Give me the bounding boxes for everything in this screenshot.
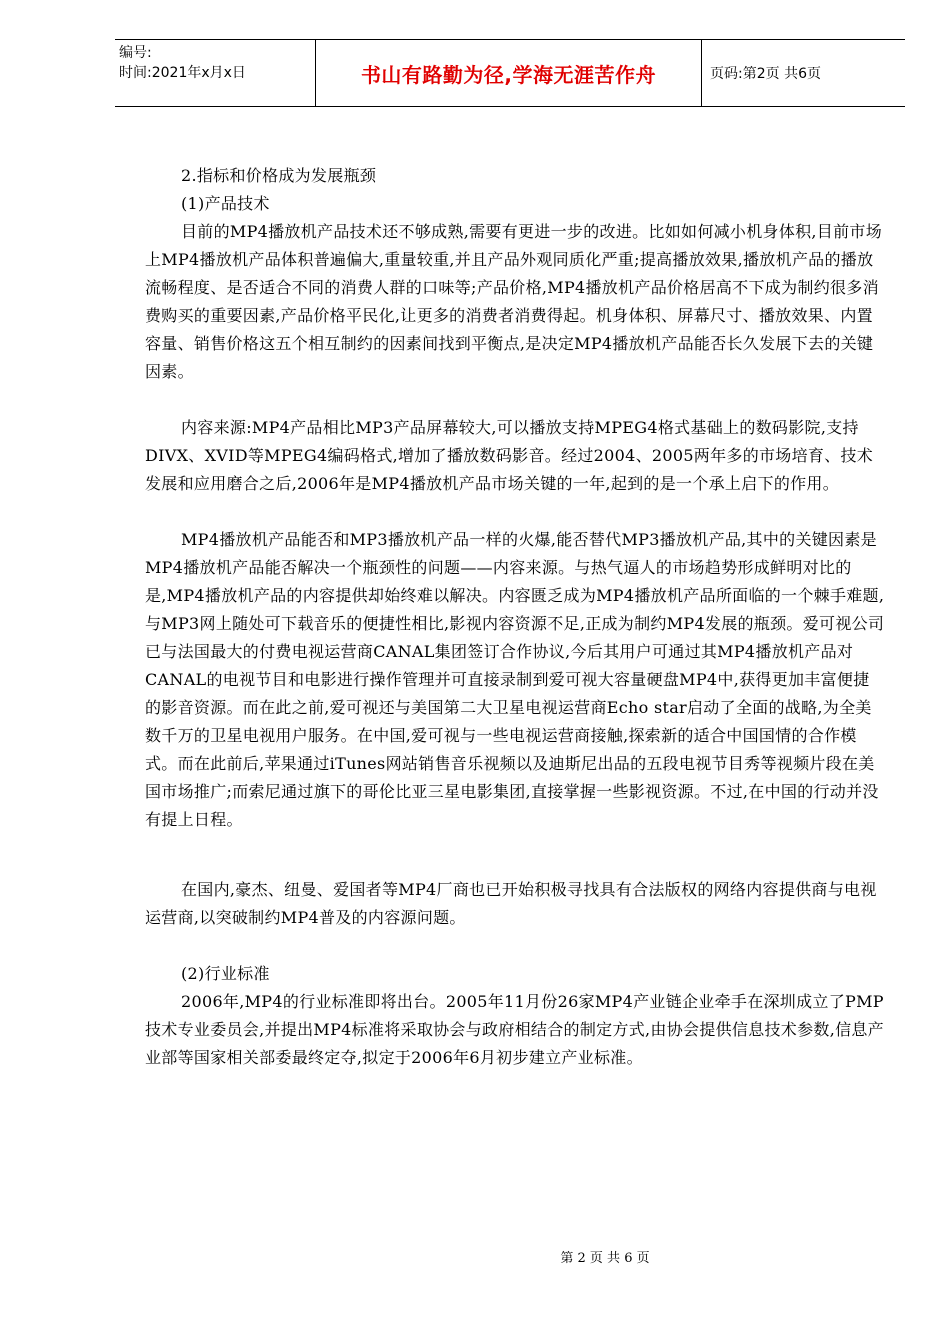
- subsection-heading-product-tech: (1)产品技术: [181, 194, 270, 213]
- paragraph-content-source: 内容来源:MP4产品相比MP3产品屏幕较大,可以播放支持MPEG4格式基础上的数码影院,支持DIVX、XVID等MPEG4编码格式,增加了播放数码影音。经过2004、2005两年多的市场培育、技术发展和应用磨合之后,2006年是MP4播放机产品市场关键的一年,起到的是一个承上启下的作用。: [145, 418, 874, 493]
- paragraph-bottleneck: MP4播放机产品能否和MP3播放机产品一样的火爆,能否替代MP3播放机产品,其中的关键因素是MP4播放机产品能否解决一个瓶颈性的问题——内容来源。与热气逼人的市场趋势形成鲜明对比的是,MP4播放机产品的内容提供却始终难以解决。内容匮乏成为MP4播放机产品所面临的一个棘手难题,与MP3网上随处可下载音乐的便捷性相比,影视内容资源不足,正成为制约MP4发展的瓶颈。爱可视公司已与法国最大的付费电视运营商CANAL集团签订合作协议,今后其用户可通过其MP4播放机产品对CANAL的电视节目和电影进行操作管理并可直接录制到爱可视大容量硬盘MP4中,获得更加丰富便捷的影音资源。而在此之前,爱可视还与美国第二大卫星电视运营商Echo star启动了全面的战略,为全美数千万的卫星电视用户服务。在中国,爱可视与一些电视运营商接触,探索新的适合中国国情的合作模式。而在此前后,苹果通过iTunes网站销售音乐视频以及迪斯尼出品的五段电视节目秀等视频片段在美国市场推广;而索尼通过旗下的哥伦比亚三星电影集团,直接掌握一些影视资源。不过,在中国的行动并没有提上日程。: [145, 530, 885, 829]
- header-page-info: 页码:第2页 共6页: [710, 66, 821, 82]
- page-footer: 第 2 页 共 6 页: [560, 1251, 650, 1266]
- page-header: [115, 39, 905, 107]
- document-number-label: 编号:: [119, 45, 152, 61]
- document-body: [145, 162, 885, 1072]
- header-meta: [115, 40, 316, 106]
- paragraph-product-tech: 目前的MP4播放机产品技术还不够成熟,需要有更进一步的改进。比如如何减小机身体积,目前市场上MP4播放机产品体积普遍偏大,重量较重,并且产品外观同质化严重;提高播放效果,播放机产品的播放流畅程度、是否适合不同的消费人群的口味等;产品价格,MP4播放机产品价格居高不下成为制约很多消费购买的重要因素,产品价格平民化,让更多的消费者消费得起。机身体积、屏幕尺寸、播放效果、内置容量、销售价格这五个相互制约的因素间找到平衡点,是决定MP4播放机产品能否长久发展下去的关键因素。: [145, 222, 883, 381]
- section-heading: 2.指标和价格成为发展瓶颈: [181, 166, 377, 185]
- paragraph-industry-standard: 2006年,MP4的行业标准即将出台。2005年11月份26家MP4产业链企业牵手在深圳成立了PMP技术专业委员会,并提出MP4标准将采取协会与政府相结合的制定方式,由协会提供信息技术参数,信息产业部等国家相关部委最终定夺,拟定于2006年6月初步建立产业标准。: [145, 992, 884, 1067]
- header-motto: 书山有路勤为径,学海无涯苦作舟: [316, 40, 702, 106]
- document-time: 时间:2021年x月x日: [119, 65, 246, 81]
- subsection-heading-industry-standard: (2)行业标准: [181, 964, 270, 983]
- paragraph-domestic: 在国内,豪杰、纽曼、爱国者等MP4厂商也已开始积极寻找具有合法版权的网络内容提供商与电视运营商,以突破制约MP4普及的内容源问题。: [145, 880, 877, 927]
